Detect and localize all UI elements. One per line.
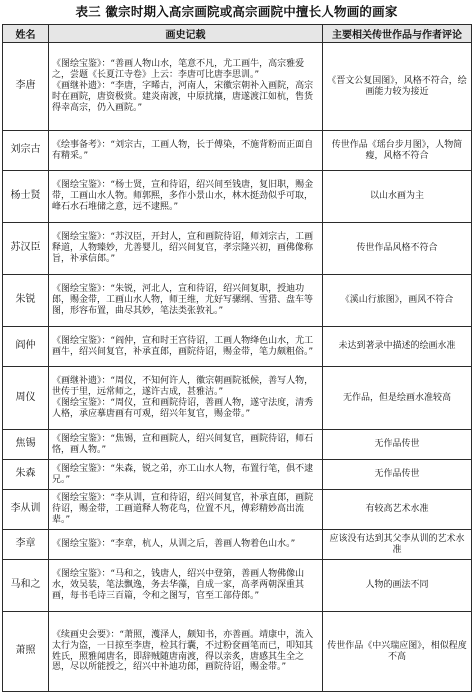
table-row (3, 223, 472, 275)
record-text: 《图绘宝鉴》：“苏汉臣，开封人，宣和画院待诏，师刘宗古，工画释道，人物臻妙，尤善婴儿，绍兴间复官，孝宗隆兴初，画佛像称旨，补承信郎。” (49, 223, 323, 275)
painter-name: 朱锐 (3, 275, 49, 327)
comment-text: 应该没有达到其父李从训的艺术水准 (323, 530, 472, 560)
table-row (3, 131, 472, 171)
table-row (3, 367, 472, 430)
table-row (3, 490, 472, 530)
table-row (3, 530, 472, 560)
painter-name: 李唐 (3, 43, 49, 131)
record-text: 《图绘宝鉴》：“杨士贤，宣和待诏，绍兴间至钱唐，复旧职，赐金带，工画山水人物。师郭熙，多作小景山水，林木挺劲似乎可取，峰石水石堆储之意，远不逮熙。” (49, 171, 323, 223)
table-header-row (3, 25, 472, 43)
table-row (3, 560, 472, 612)
record-text: 《画继补遗》：“周仪，不知何许人，徽宗朝画院祗候，善写人物，世传于里，远常师之，遂许古成，甚雅洁。” 《图绘宝鉴》：“周仪，宣和画院待诏，善画人物，遂守法度，清秀人格，承应摹唐画有可观，绍兴年复官，赐金带。” (49, 367, 323, 430)
header-name: 姓名 (3, 25, 49, 43)
painter-name: 朱森 (3, 460, 49, 490)
table-row (3, 275, 472, 327)
table-row (3, 171, 472, 223)
record-text: 《续画史会要》：“萧照，濩泽人，颇知书，亦善画。靖康中，流入太行为盗，一日掠至李唐，检其行囊，不过粉奁画笔而已，叩知其姓氏，照雅闻唐名，即辞贼随唐南渡，得以亲炙，唐感其生全之恩，尽以所能授之，绍兴中补迪功郎，画院待诏，赐金带。” (49, 612, 323, 692)
painter-name: 李从训 (3, 490, 49, 530)
table-row (3, 612, 472, 692)
comment-text: 无作品，但是绘画水准较高 (323, 367, 472, 430)
record-text: 《图绘宝鉴》：“阎仲，宣和时王宫待诏，工画人物绛色山水，尤工画牛，绍兴间复官，补承直郎，画院待诏，赐金带，笔力颇粗俗。” (49, 327, 323, 367)
painter-name: 刘宗古 (3, 131, 49, 171)
painter-name: 萧照 (3, 612, 49, 692)
comment-text: 有较高艺术水准 (323, 490, 472, 530)
record-text: 《图绘宝鉴》：“李章，杭人，从训之后，善画人物着色山水。” (49, 530, 323, 560)
record-text: 《图绘宝鉴》：“李从训，宣和待诏，绍兴间复官，补承直郎，画院待诏，赐金带，工画道释人物花鸟，位置不凡，傅彩精妙高出流辈。” (49, 490, 323, 530)
painter-name: 杨士贤 (3, 171, 49, 223)
record-text: 《绘事备考》：“刘宗古，工画人物，长于傅染，不施背粉而正面自有精采。” (49, 131, 323, 171)
comment-text: 无作品传世 (323, 430, 472, 460)
painter-name: 周仪 (3, 367, 49, 430)
table-row (3, 327, 472, 367)
comment-text: 传世作品《中兴瑞应图》，相似程度不高 (323, 612, 472, 692)
header-record: 画史记载 (49, 25, 323, 43)
table-row (3, 430, 472, 460)
comment-text: 人物的画法不同 (323, 560, 472, 612)
painter-name: 马和之 (3, 560, 49, 612)
table-title: 表三 徽宗时期入高宗画院或高宗画院中擅长人物画的画家 (75, 4, 398, 19)
comment-text: 未达到著录中描述的绘画水准 (323, 327, 472, 367)
comment-text: 无作品传世 (323, 460, 472, 490)
header-comment: 主要相关传世作品与作者评论 (323, 25, 472, 43)
record-text: 《图绘宝鉴》：“善画人物山水，笔意不凡，尤工画牛，高宗雅爱之，尝题《长夏江寺卷》上云：李唐可比唐李思训。” 《画继补遗》：“李唐，字晞古，河南人，宋徽宗朝补入画院，高宗时在画院，唐资极赏。建炎南渡，中原扰攘，唐遂渡江如杭，售货得幸高宗，仍入画院。” (49, 43, 323, 131)
painter-name: 焦锡 (3, 430, 49, 460)
record-text: 《图绘宝鉴》：“朱锐，河北人，宣和待诏，绍兴间复职，授迪功郎，赐金带，工画山水人物，师王维，尤好写骡纲、雪猎、盘车等图，形容布置，曲尽其妙，笔法类张敦礼。” (49, 275, 323, 327)
table-row (3, 460, 472, 490)
painter-name: 阎仲 (3, 327, 49, 367)
painter-name: 李章 (3, 530, 49, 560)
painters-table (2, 24, 472, 692)
record-text: 《图绘宝鉴》：“朱森，锐之弟，亦工山水人物，布置行笔，俱不逮兄。” (49, 460, 323, 490)
comment-text: 《晋文公复国图》，风格不符合，绘画能力较为接近 (323, 43, 472, 131)
table-row (3, 43, 472, 131)
comment-text: 传世作品《瑶台步月图》，人物简瘦，风格不符合 (323, 131, 472, 171)
painter-name: 苏汉臣 (3, 223, 49, 275)
record-text: 《图绘宝鉴》：“焦锡，宣和画院人，绍兴间复官，画院待诏，师石恪，画人物。” (49, 430, 323, 460)
comment-text: 以山水画为主 (323, 171, 472, 223)
comment-text: 《溪山行旅图》，画风不符合 (323, 275, 472, 327)
record-text: 《图绘宝鉴》：“马和之，钱唐人，绍兴中登第，善画人物佛像山水，效吴装，笔法飘逸，务去华藻，自成一家，高孝两朝深重其画，每书毛诗三百篇，令和之图写，官至工部侍郎。” (49, 560, 323, 612)
comment-text: 传世作品风格不符合 (323, 223, 472, 275)
